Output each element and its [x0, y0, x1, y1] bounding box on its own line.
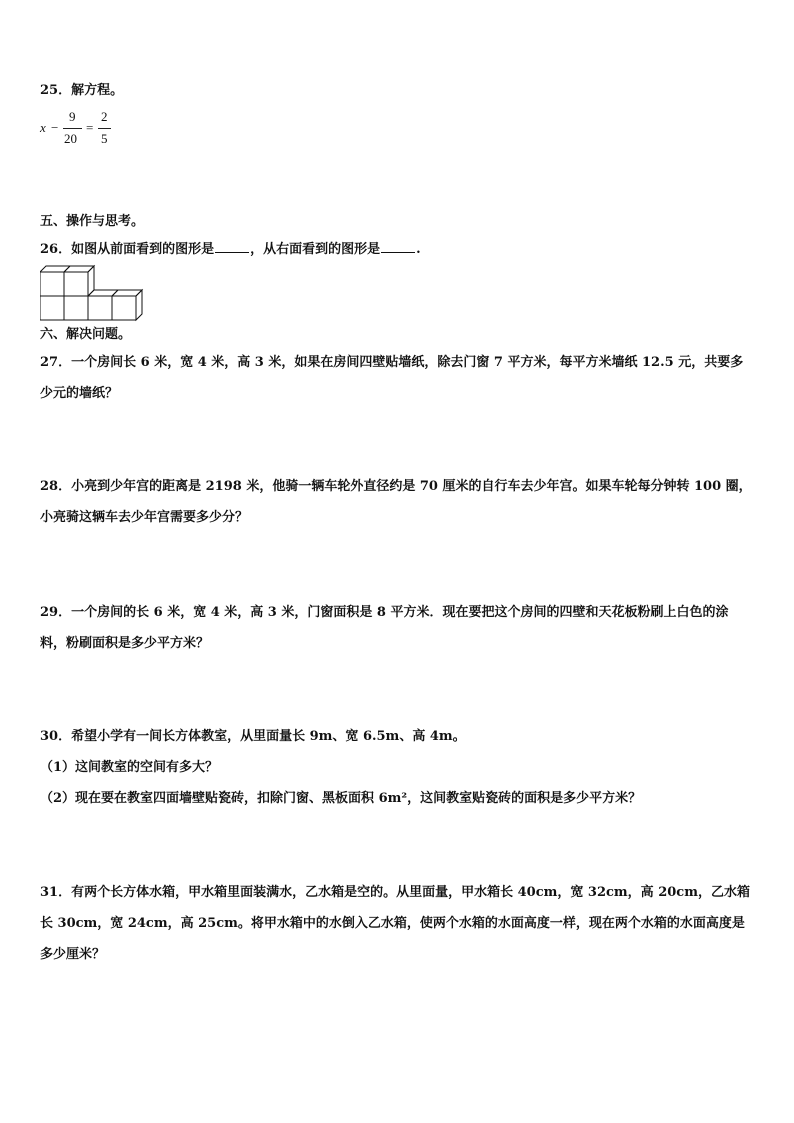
cube-front-face: [40, 296, 64, 320]
q26-question: [40, 240, 421, 258]
eq-den2: 5: [101, 131, 108, 146]
q30-line1: 30．希望小学有一间长方体教室，从里面量长 9m、宽 6.5m、高 4m。: [40, 729, 466, 744]
q29-line1: 29．一个房间的长 6 米，宽 4 米，高 3 米，门窗面积是 8 平方米．现在要把这个房间的四壁和天花板粉刷上白色的涂: [40, 605, 729, 620]
q28-line2: 小亮骑这辆车去少年宫需要多少分？: [40, 510, 249, 525]
q27-line1: 27．一个房间长 6 米，宽 4 米，高 3 米，如果在房间四壁贴墙纸，除去门窗 7 平方米，每平方米墙纸 12.5 元，共要多: [40, 355, 744, 370]
q30-sub1: （1）这间教室的空间有多大？: [40, 760, 219, 775]
q31-line3: 多少厘米？: [40, 947, 106, 962]
q31-line2: 长 30cm，宽 24cm，高 25cm。将甲水箱中的水倒入乙水箱，使两个水箱的水面高度一样，现在两个水箱的水面高度是: [40, 916, 745, 931]
q29-line2: 料，粉刷面积是多少平方米？: [40, 636, 210, 651]
section6-title: 六、解决问题。: [40, 327, 132, 342]
cube-side-face: [136, 290, 142, 320]
cube-front-face: [40, 272, 64, 296]
eq-den1: 20: [64, 131, 77, 146]
cube-stack-figure: [40, 262, 150, 324]
q30-sub2: （2）现在要在教室四面墙壁贴瓷砖，扣除门窗、黑板面积 6m²，这间教室贴瓷砖的面积是多少平方米？: [40, 791, 642, 806]
q25-equation: [38, 108, 128, 148]
answer-blank-right: [381, 240, 415, 253]
cube-front-face: [88, 296, 112, 320]
q25-title: 25．解方程。: [40, 83, 124, 98]
fraction-bar-1: [63, 128, 82, 129]
cube-front-face: [64, 272, 88, 296]
fraction-bar-2: [98, 128, 111, 129]
cube-front-face: [112, 296, 136, 320]
section5-title: 五、操作与思考。: [40, 214, 145, 229]
eq-equals: =: [86, 120, 94, 135]
q26-text-c: .: [416, 242, 421, 257]
eq-num1: 9: [69, 109, 76, 124]
q27-line2: 少元的墙纸？: [40, 386, 119, 401]
eq-num2: 2: [101, 109, 108, 124]
answer-blank-front: [215, 240, 249, 253]
eq-variable: x: [40, 120, 46, 135]
q31-line1: 31．有两个长方体水箱，甲水箱里面装满水，乙水箱是空的。从里面量，甲水箱长 40cm，宽 32cm，高 20cm，乙水箱: [40, 885, 750, 900]
cube-front-face: [64, 296, 88, 320]
q26-text-b: ，从右面看到的图形是: [250, 242, 381, 257]
eq-minus: −: [51, 120, 59, 135]
q26-text-a: 26．如图从前面看到的图形是: [40, 242, 215, 257]
q28-line1: 28．小亮到少年宫的距离是 2198 米，他骑一辆车轮外直径约是 70 厘米的自行车去少年宫。如果车轮每分钟转 100 圈，: [40, 479, 752, 494]
